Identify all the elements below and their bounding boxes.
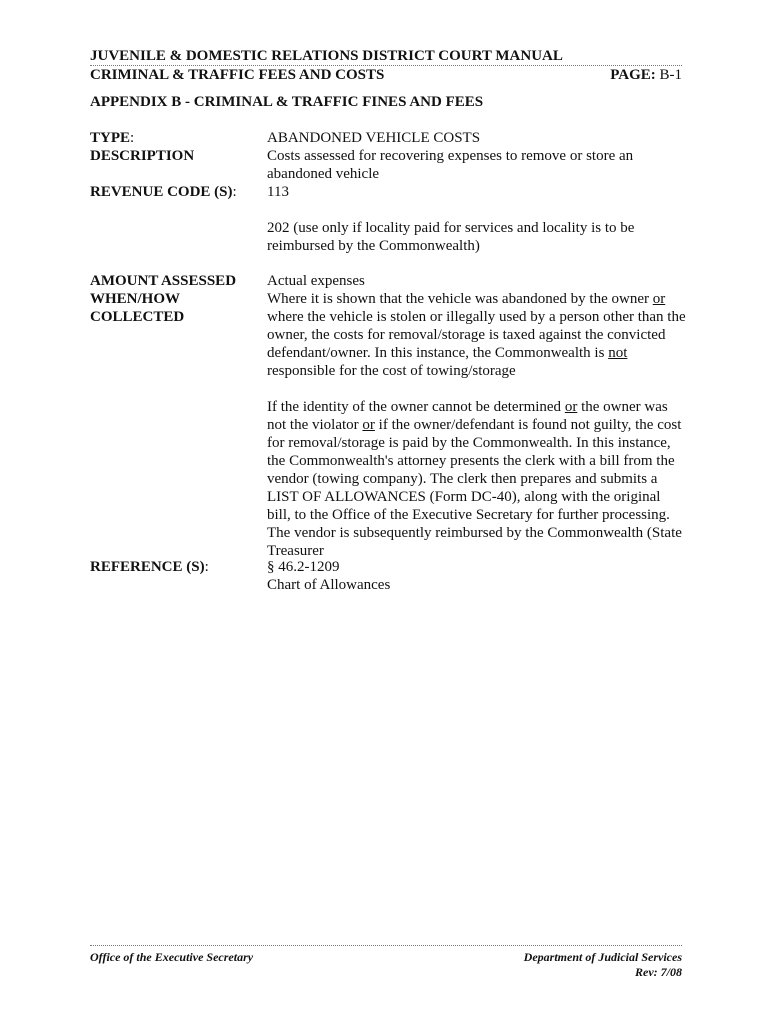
- section-title: CRIMINAL & TRAFFIC FEES AND COSTS: [90, 67, 385, 83]
- revenue-code-2: 202 (use only if locality paid for services and locality is to be reimbursed by the Commonwealth): [267, 220, 635, 254]
- section-header-row: [90, 65, 682, 84]
- revenue-code-1: 113: [267, 184, 289, 200]
- revenue-code-label-text: REVENUE CODE (S): [90, 184, 233, 200]
- page-header: [90, 47, 682, 84]
- type-label: [90, 129, 134, 147]
- reference-label-text: REFERENCE (S): [90, 559, 205, 575]
- p1-text-a: Where it is shown that the vehicle was abandoned by the owner: [267, 291, 653, 307]
- reference-2: Chart of Allowances: [267, 577, 391, 593]
- p1-text-c: responsible for the cost of towing/storage: [267, 363, 516, 379]
- reference-label: [90, 558, 209, 576]
- description-label: DESCRIPTION: [90, 148, 195, 164]
- p2-or-1: or: [564, 399, 578, 415]
- type-label-text: TYPE: [90, 130, 131, 146]
- appendix-title: APPENDIX B - CRIMINAL & TRAFFIC FINES AND FEES: [90, 94, 484, 110]
- page-number: [610, 66, 682, 84]
- p1-not: not: [608, 345, 628, 361]
- reference-1: § 46.2-1209: [267, 559, 340, 575]
- revenue-code-label-colon: :: [232, 184, 237, 200]
- page-label: PAGE:: [610, 67, 656, 83]
- description-value: Costs assessed for recovering expenses to remove or store an abandoned vehicle: [267, 148, 634, 182]
- revenue-code-label: [90, 183, 237, 201]
- page-value: B-1: [659, 67, 682, 83]
- p1-text-b: where the vehicle is stolen or illegally used by a person other than the owner, the costs for removal/storage is taxed against the convicted defendant/owner. In this instance, the Commonwealth is: [267, 309, 686, 361]
- page-footer: [90, 945, 682, 980]
- amount-assessed-label: AMOUNT ASSESSED: [90, 273, 237, 289]
- footer-revision: Rev: 7/08: [635, 965, 682, 979]
- footer-row: [90, 950, 682, 965]
- when-how-paragraph-2: [267, 398, 687, 560]
- manual-title: JUVENILE & DOMESTIC RELATIONS DISTRICT COURT MANUAL: [90, 48, 563, 64]
- p2-text-c: if the owner/defendant is found not guilty, the cost for removal/storage is paid by the Commonwealth. In this instance, the Commonwealth's attorney presents the clerk with a bill from the vendor (towing company). The clerk then prepares and submits a LIST OF ALLOWANCES (Form DC-40), along with the original bill, to the Office of the Executive Secretary for further processing. The vendor is subsequently reimbursed by the Commonwealth (State Treasurer: [267, 417, 682, 559]
- revenue-code-value: [267, 183, 687, 255]
- when-how-label: WHEN/HOW: [90, 291, 181, 307]
- p2-text-a: If the identity of the owner cannot be determined: [267, 399, 565, 415]
- p1-or: or: [652, 291, 666, 307]
- reference-value: [267, 558, 687, 594]
- type-label-colon: :: [130, 130, 135, 146]
- footer-department: Department of Judicial Services: [523, 950, 682, 964]
- p2-or-2: or: [362, 417, 375, 433]
- type-value: ABANDONED VEHICLE COSTS: [267, 130, 481, 146]
- collected-label: COLLECTED: [90, 309, 185, 325]
- when-how-paragraph-1: [267, 290, 687, 380]
- amount-assessed-value: Actual expenses: [267, 273, 365, 289]
- footer-office: Office of the Executive Secretary: [90, 950, 254, 964]
- p2-text-b: the owner was not the violator: [267, 399, 668, 433]
- reference-label-colon: :: [204, 559, 209, 575]
- amount-when-how-value: [267, 272, 687, 560]
